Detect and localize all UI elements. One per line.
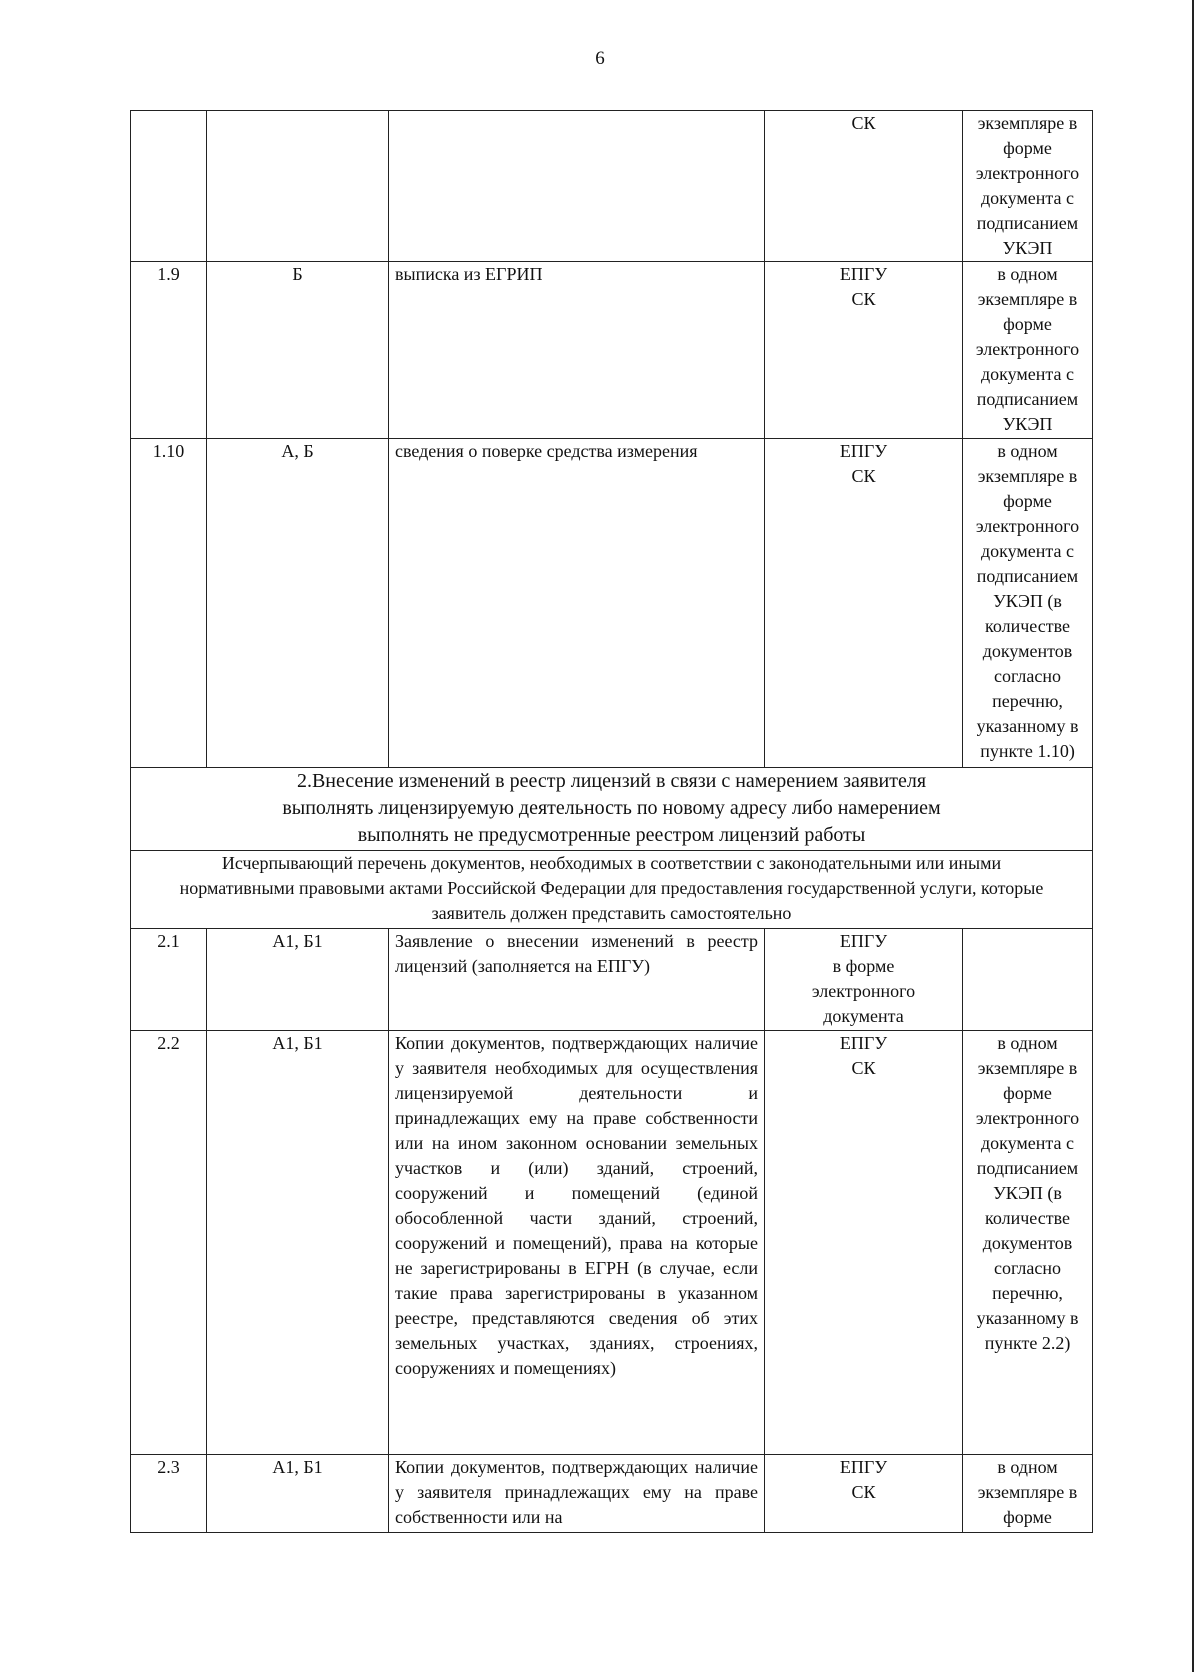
- row-category: А1, Б1: [207, 1455, 389, 1533]
- row-form: в одном экземпляре в форме электронного документа с подписанием УКЭП: [963, 262, 1093, 439]
- row-channel: СК: [765, 111, 963, 262]
- row-category: Б: [207, 262, 389, 439]
- row-document-name: Копии документов, подтверждающих наличие у заявителя принадлежащих ему на праве собственности или на: [389, 1455, 765, 1533]
- row-number: 2.3: [131, 1455, 207, 1533]
- table-row: [131, 1031, 1093, 1455]
- section-2-title: 2.Внесение изменений в реестр лицензий в связи с намерением заявителя выполнять лицензируемую деятельность по новому адресу либо намерением выполнять не предусмотренные реестром лицензий работы: [131, 768, 1093, 851]
- row-channel: ЕПГУ в форме электронного документа: [765, 929, 963, 1031]
- row-form: в одном экземпляре в форме: [963, 1455, 1093, 1533]
- row-form: в одном экземпляре в форме электронного документа с подписанием УКЭП (в количестве документов согласно перечню, указанному в пункте 1.10): [963, 439, 1093, 768]
- page-number: 6: [595, 48, 605, 69]
- row-document-name: Заявление о внесении изменений в реестр лицензий (заполняется на ЕПГУ): [389, 929, 765, 1031]
- row-category: [207, 111, 389, 262]
- row-category: А1, Б1: [207, 1031, 389, 1455]
- table-row: [131, 929, 1093, 1031]
- row-channel: ЕПГУ СК: [765, 439, 963, 768]
- row-number: 1.9: [131, 262, 207, 439]
- table-row: [131, 439, 1093, 768]
- row-category: А1, Б1: [207, 929, 389, 1031]
- row-document-name: Копии документов, подтверждающих наличие у заявителя необходимых для осуществления лицензируемой деятельности и принадлежащих ему на праве собственности или на ином законном основании земельных участков и (или) зданий, строений, сооружений и помещений (единой обособленной части зданий, строений, сооружений и помещений), права на которые не зарегистрированы в ЕГРН (в случае, если такие права зарегистрированы в указанном реестре, представляются сведения об этих земельных участках, зданиях, строениях, сооружениях и помещениях): [389, 1031, 765, 1455]
- page-edge-line: [1192, 0, 1194, 1672]
- row-channel: ЕПГУ СК: [765, 1031, 963, 1455]
- row-form: в одном экземпляре в форме электронного документа с подписанием УКЭП (в количестве документов согласно перечню, указанному в пункте 2.2): [963, 1031, 1093, 1455]
- row-number: [131, 111, 207, 262]
- row-channel: ЕПГУ СК: [765, 1455, 963, 1533]
- row-document-name: выписка из ЕГРИП: [389, 262, 765, 439]
- row-document-name: [389, 111, 765, 262]
- row-form: [963, 929, 1093, 1031]
- subsection-row: [131, 851, 1093, 929]
- row-number: 2.2: [131, 1031, 207, 1455]
- section-row: [131, 768, 1093, 851]
- row-number: 2.1: [131, 929, 207, 1031]
- row-channel: ЕПГУ СК: [765, 262, 963, 439]
- section-2-subtitle: Исчерпывающий перечень документов, необходимых в соответствии с законодательными или иными нормативными правовыми актами Российской Федерации для предоставления государственной услуги, которые заявитель должен представить самостоятельно: [131, 851, 1093, 929]
- row-category: А, Б: [207, 439, 389, 768]
- documents-table: [130, 110, 1093, 1533]
- table-row: [131, 262, 1093, 439]
- row-document-name: сведения о поверке средства измерения: [389, 439, 765, 768]
- row-number: 1.10: [131, 439, 207, 768]
- row-form: экземпляре в форме электронного документа с подписанием УКЭП: [963, 111, 1093, 262]
- table-row: [131, 1455, 1093, 1533]
- table-row: [131, 111, 1093, 262]
